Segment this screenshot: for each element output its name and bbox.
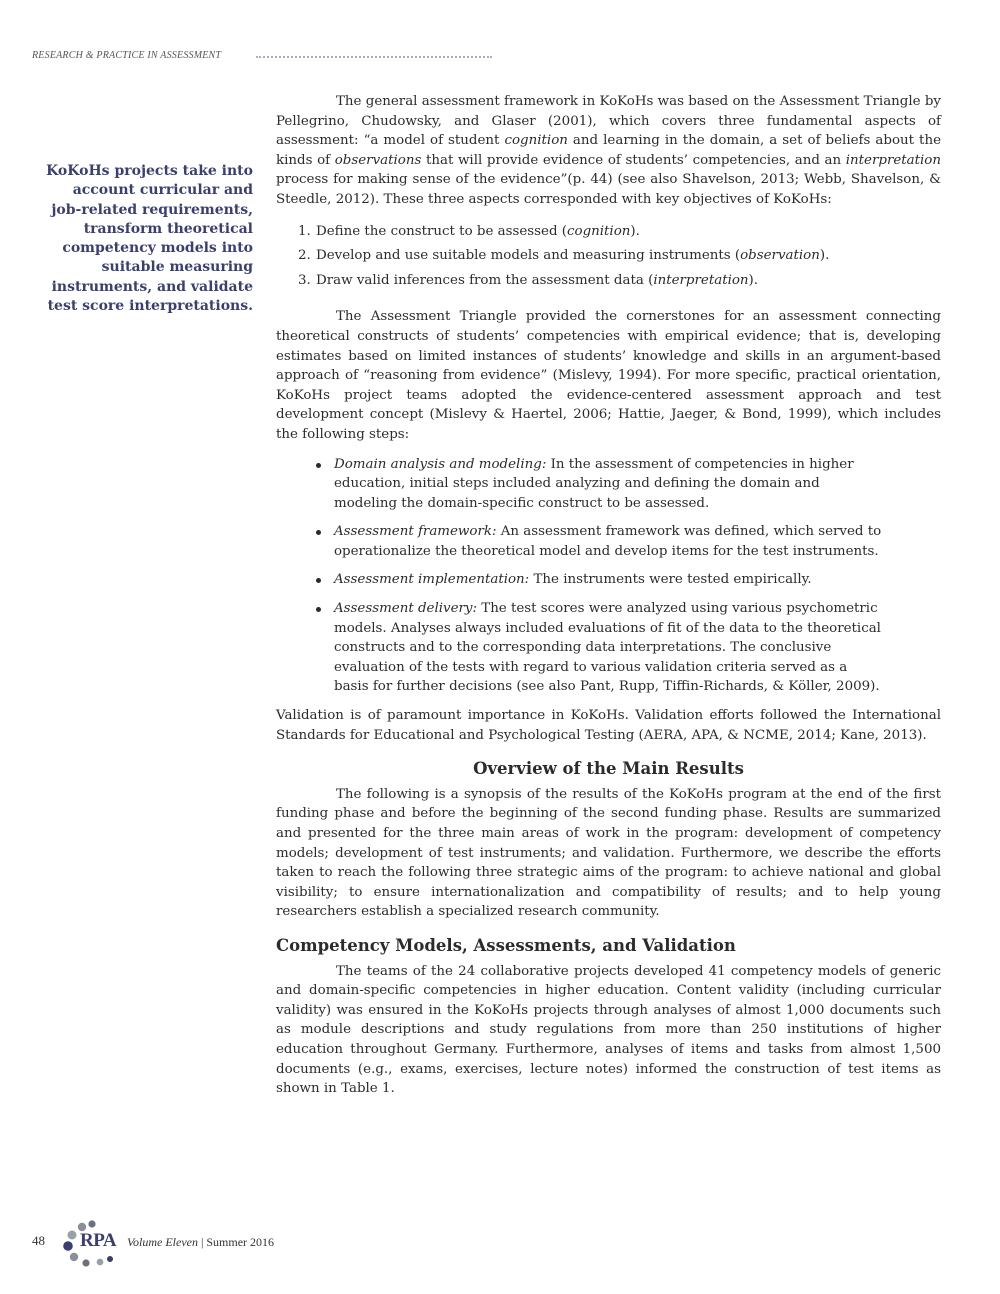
section-heading-overview: Overview of the Main Results xyxy=(473,759,744,779)
page-number: 48 xyxy=(32,1233,45,1248)
logo-text: RPA xyxy=(80,1230,117,1251)
running-header: RESEARCH & PRACTICE IN ASSESSMENT xyxy=(32,50,222,61)
subsection-heading-competency-models: Competency Models, Assessments, and Validation xyxy=(276,935,736,955)
page-footer xyxy=(32,1218,432,1268)
list-item: Assessment framework: An assessment framework was defined, which served to operationalize the theoretical model and develop items for the test instruments. xyxy=(334,522,886,561)
main-column xyxy=(276,92,941,1099)
objectives-list xyxy=(276,222,941,291)
list-item: 2. Develop and use suitable models and measuring instruments (observation). xyxy=(298,248,830,264)
steps-list xyxy=(276,455,941,698)
volume-info: Volume Eleven | Summer 2016 xyxy=(127,1235,275,1249)
list-item: 3. Draw valid inferences from the assessment data (interpretation). xyxy=(298,272,759,288)
paragraph-validation: Validation is of paramount importance in KoKoHs. Validation efforts followed the International Standards for Educational and Psychological Testing (AERA, APA, & NCME, 2014; Kane, 2013). xyxy=(276,708,941,743)
paragraph-competency-models: The teams of the 24 collaborative projects developed 41 competency models of generic and domain-specific competencies in higher education. Content validity (including curricular validity) was ensured in the KoKoHs projects through analyses of almost 1,000 documents such as module descriptions and study regulations from more than 250 institutions of higher education throughout Germany. Furthermore, analyses of items and tasks from almost 1,500 documents (e.g., exams, exercises, lecture notes) informed the construction of test items as shown in Table 1. xyxy=(276,963,941,1097)
header-dotted-rule xyxy=(256,56,492,58)
pull-quote: KoKoHs projects take into account curricular and job-related requirements, transform theoretical competency models into suitable measuring instruments, and validate test score interpretations. xyxy=(46,163,253,315)
list-item: Domain analysis and modeling: In the assessment of competencies in higher education, initial steps included analyzing and defining the domain and modeling the domain-specific construct to be assessed. xyxy=(334,455,886,514)
list-item: Assessment delivery: The test scores were analyzed using various psychometric models. Analyses always included evaluations of fit of the data to the theoretical constructs and to the corresponding data interpretations. The conclusive evaluation of the tests with regard to various validation criteria served as a basis for further decisions (see also Pant, Rupp, Tiffin-Richards, & Köller, 2009). xyxy=(334,599,886,697)
list-item: 1. Define the construct to be assessed (cognition). xyxy=(298,223,640,239)
paragraph-assessment-triangle: The Assessment Triangle provided the cornerstones for an assessment connecting theoretical constructs of students’ competencies with empirical evidence; that is, developing estimates based on limited instances of students’ knowledge and skills in an argument-based approach of “reasoning from evidence” (Mislevy, 1994). For more specific, practical orientation, KoKoHs project teams adopted the evidence-centered assessment approach and test development concept (Mislevy & Haertel, 2006; Hattie, Jaeger, & Bond, 1999), which includes the following steps: xyxy=(276,309,941,442)
paragraph-synopsis: The following is a synopsis of the results of the KoKoHs program at the end of the first funding phase and before the beginning of the second funding phase. Results are summarized and presented for the three main areas of work in the program: development of competency models; development of test instruments; and validation. Furthermore, we describe the efforts taken to reach the following three strategic aims of the program: to achieve national and global visibility; to ensure internationalization and compatibility of results; and to help young researchers establish a specialized research community. xyxy=(276,786,941,920)
list-item: Assessment implementation: The instruments were tested empirically. xyxy=(334,570,886,590)
paragraph-assessment-framework: The general assessment framework in KoKoHs was based on the Assessment Triangle by Pellegrino, Chudowsky, and Glaser (2001), which covers three fundamental aspects of assessment: “a model of student cognition and learning in the domain, a set of beliefs about the kinds of observations that will provide evidence of students’ competencies, and an interpretation process for making sense of the evidence”(p. 44) (see also Shavelson, 2013; Webb, Shavelson, & Steedle, 2012). These three aspects corresponded with key objectives of KoKoHs: xyxy=(276,94,941,207)
